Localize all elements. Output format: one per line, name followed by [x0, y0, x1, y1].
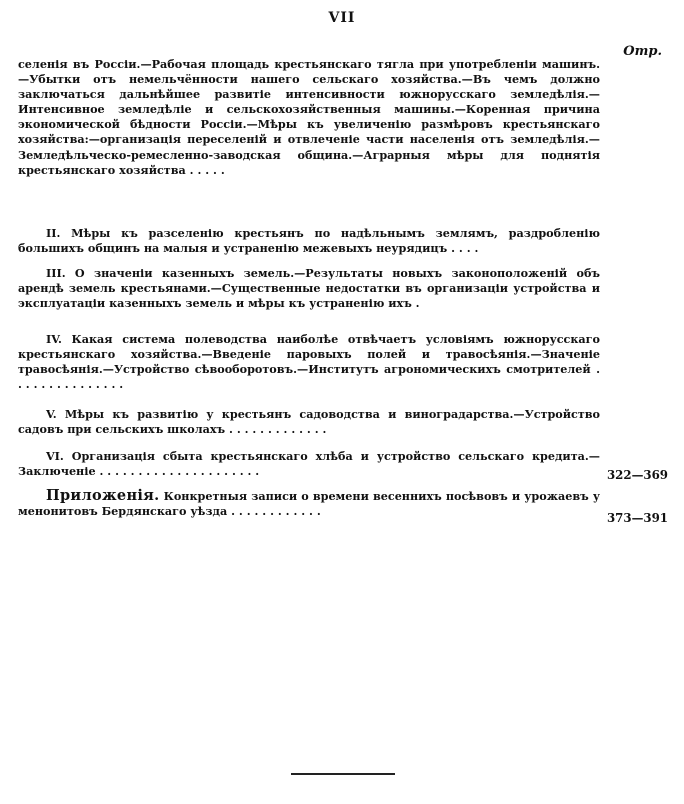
toc-entry-text: VI. Организація сбыта крестьянскаго хлѣба и устройство сельскаго кредита.—Заключеніе . . . . . . . . . . . . . . . . . . . . . [18, 449, 600, 479]
toc-entry-continuation [18, 57, 668, 224]
toc-entry-text: II. Мѣры къ разселенію крестьянъ по надѣльнымъ землямъ, раздробленію большихъ общинъ на малыя и устраненію межевыхъ неурядицъ . . . . [18, 226, 600, 256]
toc-entry-text: V. Мѣры къ развитію у крестьянъ садоводства и виноградарства.—Устройство садовъ при сельскихъ школахъ . . . . . . . . . . . . . [18, 407, 600, 437]
page-number: VII [328, 10, 356, 26]
toc-entry-text: IV. Какая система полеводства наиболѣе отвѣчаетъ условіямъ южнорусскаго крестьянскаго хозяйства.—Введеніе паровыхъ полей и травосѣянія.—Значеніе травосѣянія.—Устройство сѣвооборотовъ.—Институтъ агрономическихъ смотрителей . . . . . . . . . . . . . . . [18, 332, 600, 392]
toc-entry-vi [18, 449, 668, 483]
toc-entry-text: селенія въ Россіи.—Рабочая площадь крестьянскаго тягла при употребленіи машинъ.—Убытки отъ немельчённости нашего сельскаго хозяйства.—Въ чемъ должно заключаться дальнѣйшее развитіе интенсивности южнорусскаго земледѣлія.—Интенсивное земледѣліе и сельскохозяйственныя машины.—Коренная причина экономической бѣдности Россіи.—Мѣры къ увеличенію размѣровъ крестьянскаго хозяйства:—организація переселеній и отвлеченіе части населенія отъ земледѣлія.—Земледѣльческо-ремесленно-заводская община.—Аграрныя мѣры для поднятія крестьянскаго хозяйства . . . . . [18, 57, 600, 177]
toc-entry-v [18, 407, 668, 445]
toc-entry-iv [18, 332, 668, 402]
toc-entry-pages: 373—391 [606, 510, 668, 525]
toc-entry-iii [18, 266, 668, 328]
page-ref-column-header: Отр. [623, 44, 662, 59]
table-of-contents [18, 57, 668, 526]
appendix-heading: Приложенія. [46, 487, 160, 504]
toc-entry-ii [18, 226, 668, 263]
toc-entry-text: Конкретныя записи о времени весеннихъ посѣвовъ и урожаевъ у менонитовъ Бердянскаго уѣзда . . . . . . . . . . . . [18, 489, 600, 519]
footer-rule [291, 773, 395, 775]
toc-entry-appendix [18, 488, 668, 526]
toc-entry-text: III. О значеніи казенныхъ земель.—Результаты новыхъ законоположеній объ арендѣ земель крестьянами.—Существенные недостатки въ организаціи устройства и эксплуатаціи казенныхъ земель и мѣры къ устраненію ихъ . [18, 266, 600, 311]
toc-entry-pages: 322—369 [606, 467, 668, 482]
